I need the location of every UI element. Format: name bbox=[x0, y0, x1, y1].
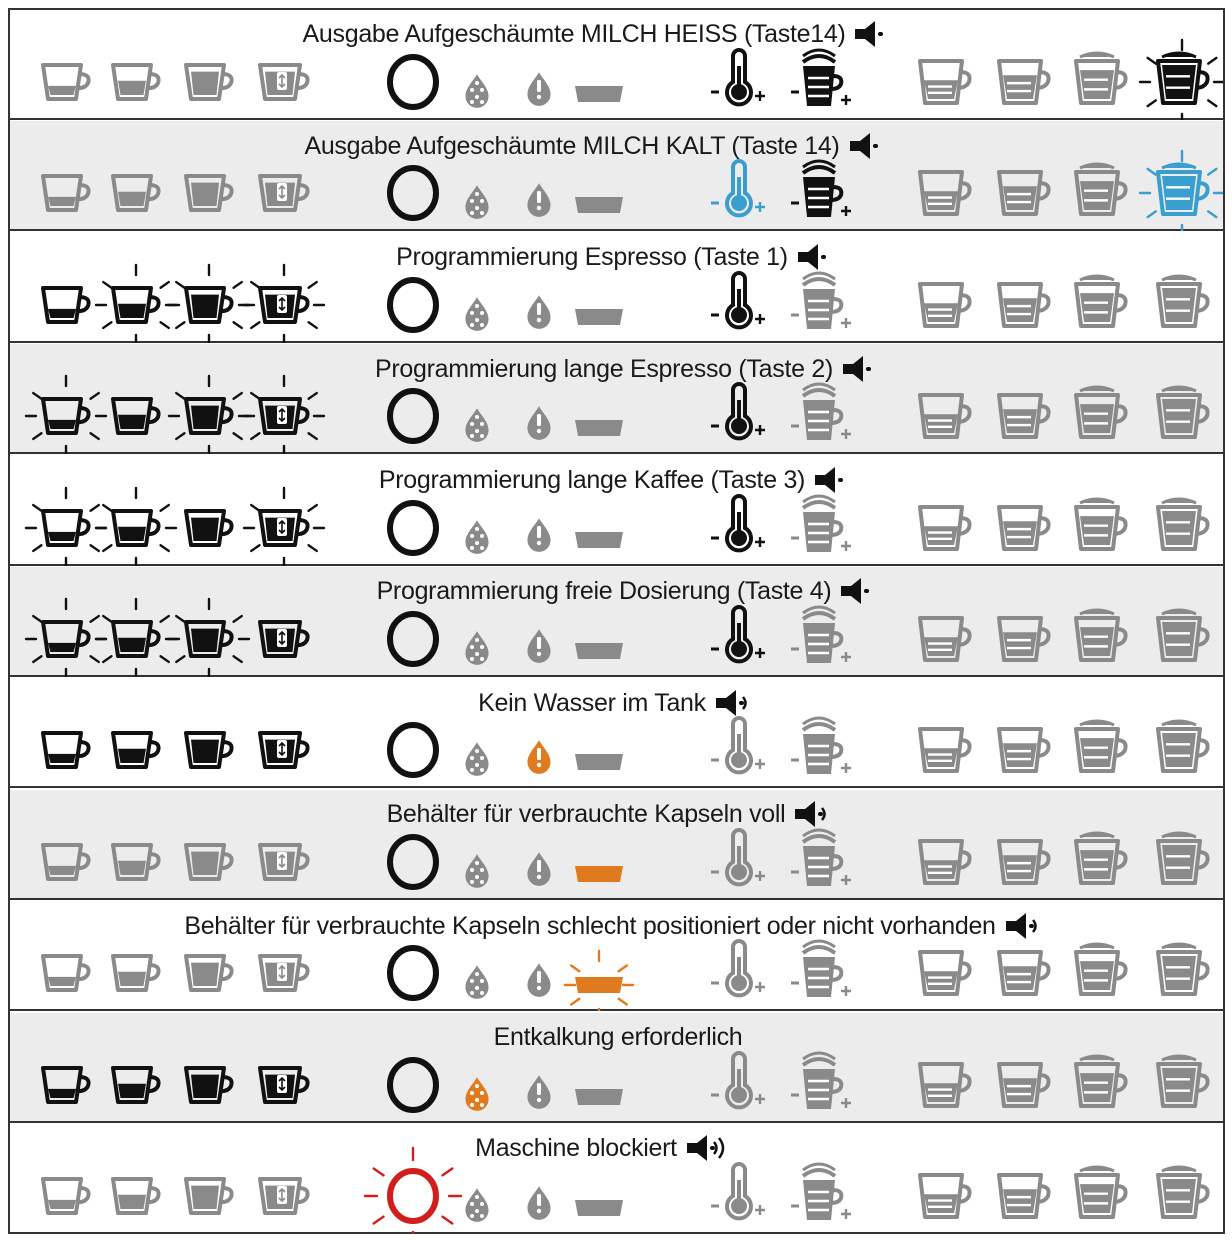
cup-coffee-icon bbox=[169, 599, 249, 677]
cup-tall-icon bbox=[244, 265, 324, 343]
indicator-panel bbox=[10, 678, 1223, 788]
status-row bbox=[10, 901, 1223, 1011]
status-row bbox=[10, 567, 1223, 677]
descale-drop-icon bbox=[465, 965, 488, 999]
cup-tall-icon bbox=[260, 1179, 308, 1213]
cup-coffee-icon bbox=[186, 176, 232, 210]
cup-espresso-icon bbox=[43, 65, 89, 99]
indicator-panel bbox=[10, 344, 1223, 454]
cup-espresso-icon bbox=[26, 488, 106, 566]
milk-cup-3-icon bbox=[1076, 499, 1126, 549]
cup-espresso-icon bbox=[43, 956, 89, 990]
cup-espresso-icon bbox=[43, 845, 89, 879]
descale-drop-icon bbox=[465, 408, 488, 442]
indicator-panel bbox=[10, 901, 1223, 1011]
status-row bbox=[10, 121, 1223, 231]
water-tank-icon bbox=[527, 1075, 550, 1109]
milk-froth-icon bbox=[791, 718, 851, 774]
row-title-text: Kein Wasser im Tank bbox=[478, 688, 706, 717]
milk-cup-4-icon bbox=[1140, 40, 1223, 120]
row-title-text: Maschine blockiert bbox=[475, 1134, 677, 1163]
row-title-text: Ausgabe Aufgeschäumte MILCH KALT (Taste 14) bbox=[304, 131, 840, 160]
cup-espresso-icon bbox=[26, 376, 106, 454]
status-row bbox=[10, 790, 1223, 900]
power-ring-icon bbox=[390, 57, 436, 107]
power-ring-icon bbox=[390, 168, 436, 218]
cup-long-icon bbox=[96, 265, 176, 343]
cup-tall-icon bbox=[260, 622, 308, 656]
cup-coffee-icon bbox=[186, 65, 232, 99]
cup-tall-icon bbox=[260, 65, 308, 99]
power-ring-icon bbox=[390, 614, 436, 664]
cup-espresso-icon-blink-rays bbox=[26, 599, 106, 677]
cup-espresso-icon bbox=[43, 733, 89, 767]
milk-cup-3-icon bbox=[1076, 1056, 1126, 1106]
water-tank-icon bbox=[527, 852, 550, 886]
thermometer-icon bbox=[711, 718, 765, 772]
cup-espresso-icon bbox=[43, 1068, 89, 1102]
milk-cup-2-icon bbox=[999, 507, 1049, 549]
cup-coffee-icon bbox=[186, 1068, 232, 1102]
milk-cup-3-icon bbox=[1076, 833, 1126, 883]
thermometer-icon bbox=[711, 496, 765, 550]
row-title-text: Programmierung Espresso (Taste 1) bbox=[396, 243, 788, 272]
thermometer-icon bbox=[711, 830, 765, 884]
milk-cup-4-icon bbox=[1158, 833, 1208, 883]
milk-cup-3-icon bbox=[1076, 721, 1126, 771]
water-tank-icon bbox=[527, 518, 550, 552]
power-ring-icon bbox=[365, 1148, 461, 1234]
milk-cup-1-icon bbox=[920, 618, 970, 660]
cup-coffee-icon bbox=[186, 733, 232, 767]
power-ring-icon bbox=[390, 391, 436, 441]
descale-drop-icon bbox=[465, 854, 488, 888]
milk-cup-4-icon bbox=[1158, 944, 1208, 994]
row-title-text: Behälter für verbrauchte Kapseln voll bbox=[386, 800, 786, 829]
descale-drop-icon bbox=[465, 631, 488, 665]
cup-tall-icon bbox=[260, 176, 308, 210]
status-row bbox=[10, 233, 1223, 343]
indicator-panel bbox=[10, 567, 1223, 677]
milk-cup-2-icon bbox=[999, 841, 1049, 883]
indicator-panel bbox=[10, 456, 1223, 566]
milk-cup-4-icon bbox=[1158, 1167, 1208, 1217]
cup-espresso-icon bbox=[26, 599, 106, 677]
status-row bbox=[10, 1124, 1223, 1236]
milk-cup-1-icon bbox=[920, 729, 970, 771]
milk-froth-icon bbox=[791, 161, 851, 217]
water-tank-icon bbox=[527, 295, 550, 329]
descale-drop-icon bbox=[465, 186, 488, 220]
milk-froth-icon bbox=[791, 384, 851, 440]
milk-froth-icon bbox=[791, 273, 851, 329]
cup-long-icon bbox=[113, 176, 159, 210]
cup-tall-icon bbox=[244, 376, 324, 454]
thermometer-icon bbox=[711, 607, 765, 661]
descale-drop-icon bbox=[465, 743, 488, 777]
water-tank-icon bbox=[527, 741, 550, 775]
milk-cup-3-icon bbox=[1076, 276, 1126, 326]
milk-cup-3-icon bbox=[1076, 387, 1126, 437]
capsule-container-icon bbox=[575, 1200, 623, 1216]
milk-cup-1-icon bbox=[920, 1175, 970, 1217]
water-tank-icon bbox=[527, 629, 550, 663]
milk-cup-4-icon bbox=[1140, 151, 1223, 231]
row-title-text: Ausgabe Aufgeschäumte MILCH HEISS (Taste14) bbox=[302, 20, 846, 49]
milk-cup-1-icon bbox=[920, 507, 970, 549]
thermometer-icon bbox=[711, 941, 765, 995]
status-row bbox=[10, 456, 1223, 566]
milk-cup-3-icon bbox=[1076, 164, 1126, 214]
cup-espresso-icon bbox=[43, 288, 89, 322]
row-title-text: Entkalkung erforderlich bbox=[493, 1022, 743, 1051]
capsule-container-icon bbox=[565, 951, 633, 1011]
power-ring-icon bbox=[390, 280, 436, 330]
water-tank-icon bbox=[527, 72, 550, 106]
cup-coffee-icon bbox=[186, 845, 232, 879]
cup-long-icon bbox=[96, 488, 176, 566]
power-ring-icon bbox=[390, 725, 436, 775]
capsule-container-icon bbox=[575, 643, 623, 659]
capsule-container-icon bbox=[575, 420, 623, 436]
thermometer-icon bbox=[711, 384, 765, 438]
indicator-panel bbox=[10, 1124, 1223, 1234]
cup-tall-icon bbox=[260, 845, 308, 879]
indicator-panel bbox=[10, 1013, 1223, 1123]
milk-cup-1-icon bbox=[920, 172, 970, 214]
milk-cup-3-icon bbox=[1076, 610, 1126, 660]
cup-long-icon bbox=[96, 599, 176, 677]
milk-cup-2-icon bbox=[999, 1175, 1049, 1217]
capsule-container-icon bbox=[575, 754, 623, 770]
milk-cup-2-icon bbox=[999, 61, 1049, 103]
power-ring-icon bbox=[390, 503, 436, 553]
capsule-container-icon bbox=[575, 1089, 623, 1105]
cup-tall-icon bbox=[260, 733, 308, 767]
indicator-panel bbox=[10, 790, 1223, 900]
descale-drop-icon bbox=[465, 1188, 488, 1222]
cup-espresso-icon-blink-rays bbox=[26, 488, 106, 566]
thermometer-icon bbox=[711, 50, 765, 104]
milk-cup-2-icon bbox=[999, 729, 1049, 771]
row-title-text: Programmierung lange Kaffee (Taste 3) bbox=[378, 465, 806, 494]
descale-drop-icon bbox=[465, 520, 488, 554]
thermometer-icon bbox=[711, 1164, 765, 1218]
milk-cup-2-icon bbox=[999, 618, 1049, 660]
thermometer-icon bbox=[711, 1053, 765, 1107]
milk-cup-4-icon bbox=[1158, 387, 1208, 437]
thermometer-icon bbox=[711, 161, 765, 215]
water-tank-icon bbox=[527, 406, 550, 440]
cup-coffee-icon bbox=[169, 376, 249, 454]
status-row bbox=[10, 1013, 1223, 1123]
cup-coffee-icon bbox=[186, 511, 232, 545]
descale-drop-icon bbox=[465, 1077, 488, 1111]
milk-cup-1-icon bbox=[920, 1064, 970, 1106]
descale-drop-icon bbox=[465, 74, 488, 108]
milk-froth-icon bbox=[791, 941, 851, 997]
water-tank-icon bbox=[527, 1186, 550, 1220]
indicator-panel bbox=[10, 10, 1223, 120]
capsule-container-icon bbox=[575, 86, 623, 102]
milk-cup-4-icon bbox=[1158, 1056, 1208, 1106]
milk-froth-icon bbox=[791, 50, 851, 106]
milk-cup-4-icon bbox=[1158, 499, 1208, 549]
milk-froth-icon bbox=[791, 607, 851, 663]
milk-cup-1-icon bbox=[920, 952, 970, 994]
cup-tall-icon bbox=[244, 488, 324, 566]
water-tank-icon bbox=[527, 184, 550, 218]
row-title-text: Programmierung freie Dosierung (Taste 4) bbox=[376, 577, 832, 606]
indicator-panel bbox=[10, 121, 1223, 231]
milk-cup-4-icon bbox=[1158, 721, 1208, 771]
cup-espresso-icon bbox=[43, 1179, 89, 1213]
thermometer-icon bbox=[711, 273, 765, 327]
milk-cup-3-icon bbox=[1076, 1167, 1126, 1217]
cup-long-icon bbox=[113, 733, 159, 767]
cup-long-icon bbox=[113, 1068, 159, 1102]
cup-coffee-icon bbox=[186, 1179, 232, 1213]
capsule-container-icon bbox=[575, 309, 623, 325]
cup-long-icon bbox=[113, 956, 159, 990]
cup-long-icon bbox=[113, 845, 159, 879]
cup-long-icon bbox=[113, 399, 159, 433]
milk-cup-1-icon bbox=[920, 284, 970, 326]
milk-cup-3-icon bbox=[1076, 53, 1126, 103]
cup-long-icon bbox=[113, 1179, 159, 1213]
cup-coffee-icon bbox=[186, 956, 232, 990]
cup-espresso-icon bbox=[43, 176, 89, 210]
milk-cup-2-icon bbox=[999, 284, 1049, 326]
descale-drop-icon bbox=[465, 297, 488, 331]
milk-cup-4-icon bbox=[1158, 610, 1208, 660]
cup-espresso-icon-blink-rays bbox=[26, 376, 106, 454]
status-row bbox=[10, 678, 1223, 788]
capsule-container-icon bbox=[575, 532, 623, 548]
milk-cup-1-icon bbox=[920, 395, 970, 437]
power-ring-icon bbox=[390, 837, 436, 887]
status-row bbox=[10, 10, 1223, 120]
milk-froth-icon bbox=[791, 496, 851, 552]
capsule-container-icon bbox=[575, 197, 623, 213]
milk-cup-3-icon bbox=[1076, 944, 1126, 994]
cup-coffee-icon bbox=[169, 265, 249, 343]
power-ring-icon bbox=[390, 948, 436, 998]
milk-cup-1-icon bbox=[920, 61, 970, 103]
milk-cup-2-icon bbox=[999, 952, 1049, 994]
cup-long-icon bbox=[113, 65, 159, 99]
milk-cup-4-icon bbox=[1158, 276, 1208, 326]
milk-froth-icon bbox=[791, 1164, 851, 1220]
milk-froth-icon bbox=[791, 1053, 851, 1109]
indicator-panel bbox=[10, 233, 1223, 343]
milk-cup-1-icon bbox=[920, 841, 970, 883]
milk-cup-2-icon bbox=[999, 172, 1049, 214]
power-ring-icon bbox=[390, 1060, 436, 1110]
milk-cup-2-icon bbox=[999, 395, 1049, 437]
water-tank-icon bbox=[527, 963, 550, 997]
milk-froth-icon bbox=[791, 830, 851, 886]
row-title-text: Programmierung lange Espresso (Taste 2) bbox=[375, 354, 833, 383]
capsule-container-icon bbox=[575, 866, 623, 882]
cup-tall-icon bbox=[260, 1068, 308, 1102]
row-title-text: Behälter für verbrauchte Kapseln schlecht positioniert oder nicht vorhanden bbox=[184, 911, 996, 940]
cup-tall-icon bbox=[260, 956, 308, 990]
led-status-table bbox=[8, 8, 1225, 1234]
status-row bbox=[10, 344, 1223, 454]
milk-cup-2-icon bbox=[999, 1064, 1049, 1106]
